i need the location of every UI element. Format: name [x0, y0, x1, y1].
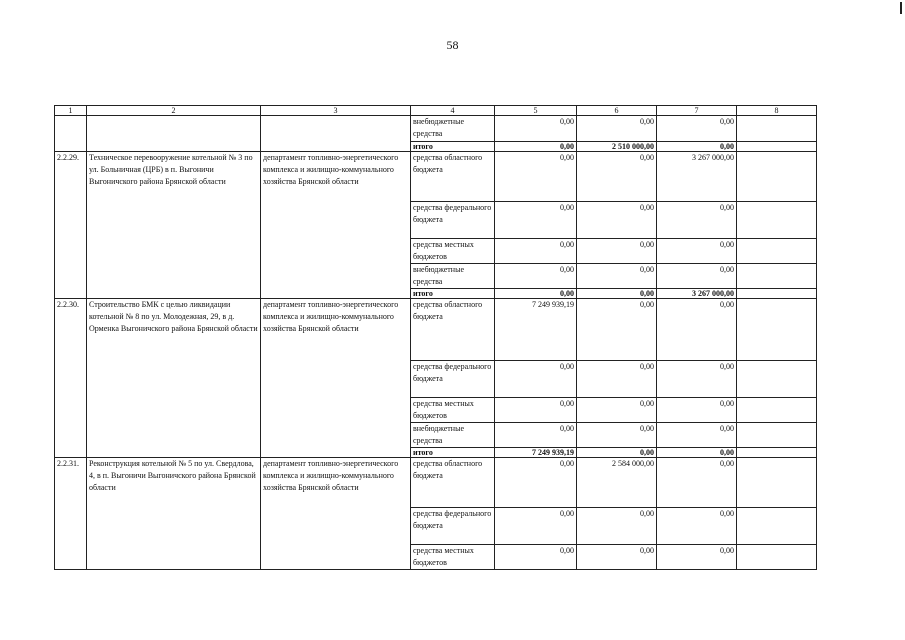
value-cell: 0,00 [495, 508, 577, 545]
budget-table [54, 105, 817, 570]
column-header: 8 [737, 106, 817, 116]
executor-cell: департамент топливно-энергетического комплекса и жилищно-коммунального хозяйства Брянской области [261, 458, 411, 570]
value-cell: 0,00 [577, 508, 657, 545]
total-value: 0,00 [657, 142, 737, 152]
total-value: 0,00 [495, 289, 577, 299]
source-cell: средства областного бюджета [411, 299, 495, 361]
total-value: 0,00 [657, 448, 737, 458]
scan-edge-mark [900, 2, 902, 14]
empty-cell [737, 142, 817, 152]
value-cell: 0,00 [577, 116, 657, 142]
source-cell: средства федерального бюджета [411, 202, 495, 239]
value-cell: 0,00 [657, 299, 737, 361]
table-row [55, 299, 817, 361]
value-cell: 0,00 [577, 423, 657, 448]
total-value: 2 510 000,00 [577, 142, 657, 152]
value-cell: 0,00 [577, 398, 657, 423]
value-cell: 0,00 [495, 152, 577, 202]
value-cell: 3 267 000,00 [657, 152, 737, 202]
value-cell: 0,00 [495, 361, 577, 398]
value-cell: 0,00 [495, 398, 577, 423]
value-cell: 0,00 [577, 202, 657, 239]
column-header: 1 [55, 106, 87, 116]
executor-cell: департамент топливно-энергетического комплекса и жилищно-коммунального хозяйства Брянской области [261, 152, 411, 299]
value-cell: 0,00 [495, 116, 577, 142]
column-header: 6 [577, 106, 657, 116]
empty-cell [737, 545, 817, 570]
value-cell: 0,00 [495, 423, 577, 448]
value-cell: 0,00 [495, 202, 577, 239]
value-cell: 0,00 [495, 458, 577, 508]
value-cell: 0,00 [657, 398, 737, 423]
table-row [55, 116, 817, 142]
empty-cell [737, 264, 817, 289]
value-cell: 0,00 [577, 361, 657, 398]
source-cell: внебюджетные средства [411, 116, 495, 142]
column-header: 5 [495, 106, 577, 116]
empty-cell [737, 508, 817, 545]
code-cell: 2.2.30. [55, 299, 87, 458]
value-cell: 0,00 [657, 264, 737, 289]
value-cell: 0,00 [577, 264, 657, 289]
value-cell: 0,00 [657, 423, 737, 448]
value-cell: 0,00 [657, 545, 737, 570]
total-label: итого [411, 448, 495, 458]
total-value: 0,00 [495, 142, 577, 152]
name-cell: Строительство БМК с целью ликвидации котельной № 8 по ул. Молодежная, 29, в д. Орменка Выгоничского района Брянской области [87, 299, 261, 458]
empty-cell [737, 239, 817, 264]
empty-cell [737, 202, 817, 239]
value-cell: 0,00 [657, 116, 737, 142]
source-cell: внебюджетные средства [411, 264, 495, 289]
empty-cell [737, 458, 817, 508]
value-cell: 0,00 [577, 239, 657, 264]
column-header: 7 [657, 106, 737, 116]
source-cell: средства местных бюджетов [411, 545, 495, 570]
table-row [55, 458, 817, 508]
value-cell: 0,00 [495, 239, 577, 264]
page-number: 58 [446, 38, 459, 52]
total-value: 0,00 [577, 289, 657, 299]
source-cell: внебюджетные средства [411, 423, 495, 448]
source-cell: средства местных бюджетов [411, 398, 495, 423]
empty-cell [737, 289, 817, 299]
column-header: 3 [261, 106, 411, 116]
source-cell: средства федерального бюджета [411, 361, 495, 398]
column-header: 4 [411, 106, 495, 116]
value-cell: 0,00 [657, 239, 737, 264]
empty-cell [737, 423, 817, 448]
column-number-row [55, 106, 817, 116]
source-cell: средства местных бюджетов [411, 239, 495, 264]
executor-cell [261, 116, 411, 152]
value-cell: 0,00 [657, 458, 737, 508]
total-value: 7 249 939,19 [495, 448, 577, 458]
table-row [55, 152, 817, 202]
value-cell: 7 249 939,19 [495, 299, 577, 361]
code-cell [55, 116, 87, 152]
name-cell: Реконструкция котельной № 5 по ул. Свердлова, 4, в п. Выгоничи Выгоничского района Брянской области [87, 458, 261, 570]
value-cell: 0,00 [495, 264, 577, 289]
name-cell [87, 116, 261, 152]
value-cell: 0,00 [577, 299, 657, 361]
code-cell: 2.2.29. [55, 152, 87, 299]
value-cell: 0,00 [657, 361, 737, 398]
name-cell: Техническое перевооружение котельной № 3 по ул. Больничная (ЦРБ) в п. Выгоничи Выгоничского района Брянской области [87, 152, 261, 299]
value-cell: 2 584 000,00 [577, 458, 657, 508]
total-label: итого [411, 142, 495, 152]
empty-cell [737, 361, 817, 398]
column-header: 2 [87, 106, 261, 116]
code-cell: 2.2.31. [55, 458, 87, 570]
total-label: итого [411, 289, 495, 299]
value-cell: 0,00 [495, 545, 577, 570]
total-value: 3 267 000,00 [657, 289, 737, 299]
empty-cell [737, 299, 817, 361]
empty-cell [737, 398, 817, 423]
total-value: 0,00 [577, 448, 657, 458]
value-cell: 0,00 [657, 202, 737, 239]
empty-cell [737, 152, 817, 202]
empty-cell [737, 448, 817, 458]
value-cell: 0,00 [577, 152, 657, 202]
source-cell: средства областного бюджета [411, 152, 495, 202]
source-cell: средства федерального бюджета [411, 508, 495, 545]
executor-cell: департамент топливно-энергетического комплекса и жилищно-коммунального хозяйства Брянской области [261, 299, 411, 458]
value-cell: 0,00 [657, 508, 737, 545]
value-cell: 0,00 [577, 545, 657, 570]
source-cell: средства областного бюджета [411, 458, 495, 508]
empty-cell [737, 116, 817, 142]
